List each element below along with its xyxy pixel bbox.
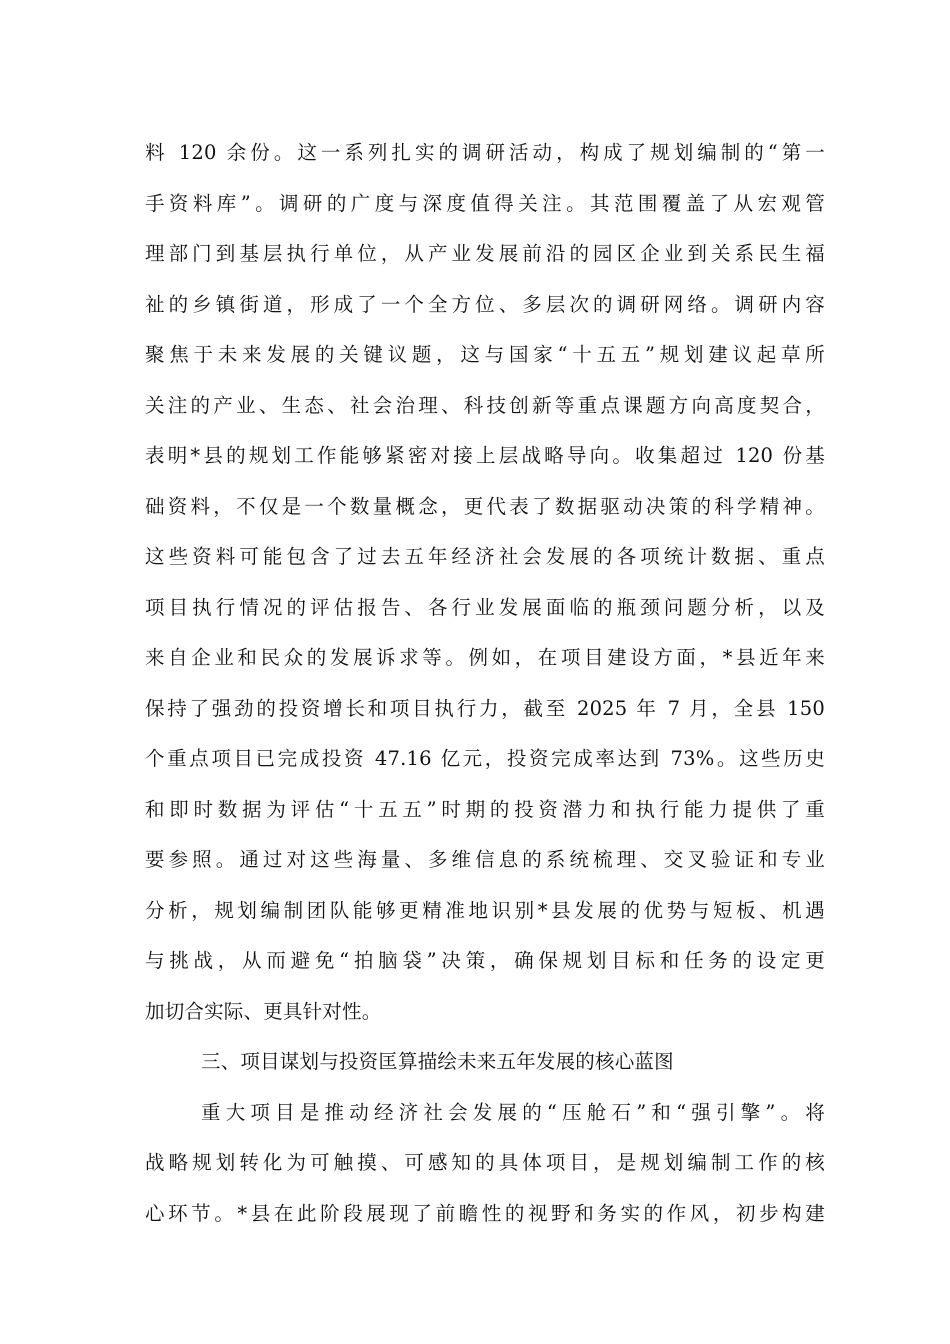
- text-line: 来自企业和民众的发展诉求等。例如，在项目建设方面，*县近年来: [145, 646, 825, 669]
- text-line: 手资料库”。调研的广度与深度值得关注。其范围覆盖了从宏观管: [145, 191, 825, 215]
- text-line: 理部门到基层执行单位，从产业发展前沿的园区企业到关系民生福: [145, 242, 825, 265]
- text-line: 心环节。*县在此阶段展现了前瞻性的视野和务实的作风，初步构建: [145, 1201, 825, 1225]
- text-line: 与挑战，从而避免“拍脑袋”决策，确保规划目标和任务的设定更: [145, 949, 825, 972]
- text-line: 个重点项目已完成投资 47.16 亿元，投资完成率达到 73%。这些历史: [145, 747, 825, 770]
- text-line: 础资料，不仅是一个数量概念，更代表了数据驱动决策的科学精神。: [145, 494, 825, 518]
- section-heading: 三、项目谋划与投资匡算描绘未来五年发展的核心蓝图: [201, 1050, 674, 1073]
- text-line: 聚焦于未来发展的关键议题，这与国家“十五五”规划建议起草所: [145, 343, 825, 366]
- text-line: 战略规划转化为可触摸、可感知的具体项目，是规划编制工作的核: [145, 1151, 825, 1174]
- text-line: 重大项目是推动经济社会发展的“压舱石”和“强引擎”。将: [201, 1100, 825, 1124]
- text-line: 关注的产业、生态、社会治理、科技创新等重点课题方向高度契合，: [145, 393, 825, 417]
- document-body: [145, 128, 825, 1239]
- text-line: 保持了强劲的投资增长和项目执行力，截至 2025 年 7 月，全县 150: [145, 696, 825, 720]
- text-line: 项目执行情况的评估报告、各行业发展面临的瓶颈问题分析，以及: [145, 595, 825, 619]
- text-line: 这些资料可能包含了过去五年经济社会发展的各项统计数据、重点: [145, 545, 825, 568]
- text-line: 分析，规划编制团队能够更精准地识别*县发展的优势与短板、机遇: [145, 898, 825, 922]
- text-line: 加切合实际、更具针对性。: [145, 999, 382, 1023]
- text-line: 和即时数据为评估“十五五”时期的投资潜力和执行能力提供了重: [145, 797, 825, 821]
- text-line: 要参照。通过对这些海量、多维信息的系统梳理、交叉验证和专业: [145, 848, 825, 871]
- text-line: 表明*县的规划工作能够紧密对接上层战略导向。收集超过 120 份基: [145, 444, 825, 467]
- text-line: 料 120 余份。这一系列扎实的调研活动，构成了规划编制的“第一: [145, 141, 825, 164]
- text-line: 祉的乡镇街道，形成了一个全方位、多层次的调研网络。调研内容: [145, 292, 825, 316]
